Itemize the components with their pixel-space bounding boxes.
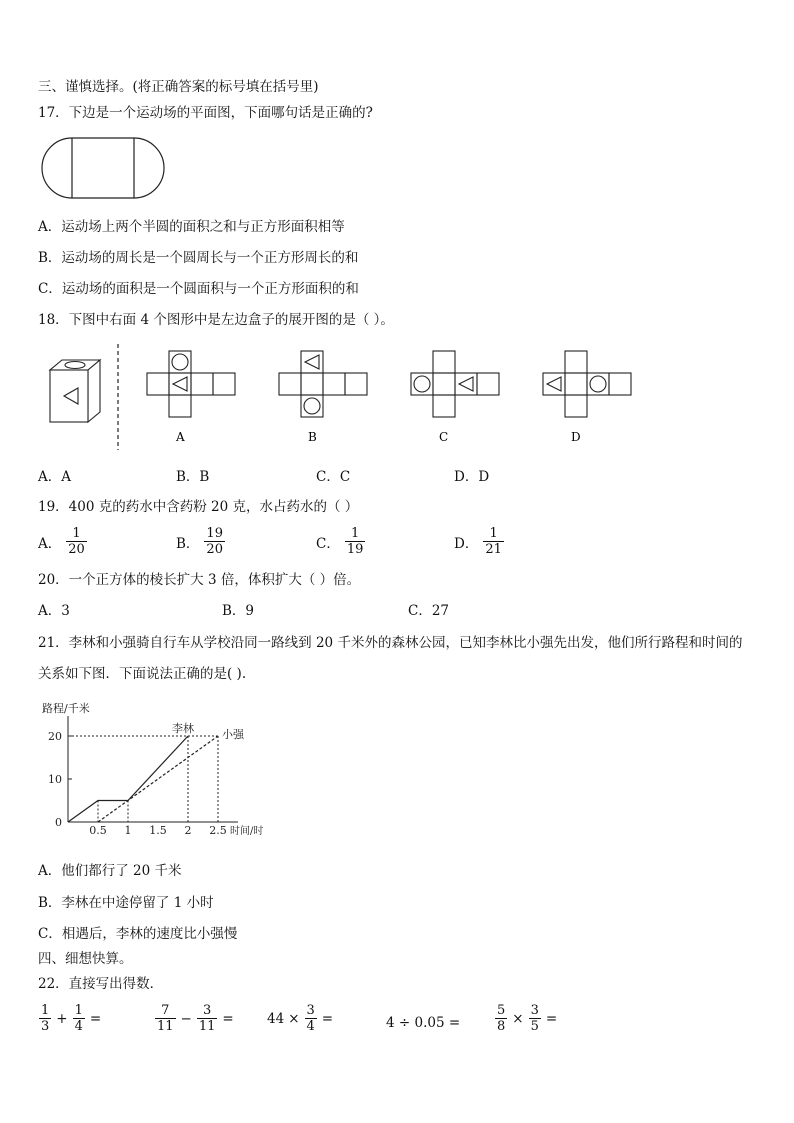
- question-21-stem-line1: 21．李林和小强骑自行车从学校沿同一路线到 20 千米外的森林公园，已知李林比小强先出发，他们所行路程和时间的: [38, 635, 743, 651]
- fraction: $\frac{1}{21}$: [485, 526, 502, 557]
- q19-option-c[interactable]: [316, 526, 366, 557]
- distance-time-chart: [38, 698, 288, 843]
- series-label-xiaoqiang: 小强: [222, 728, 244, 741]
- x-tick-label: 1.5: [149, 824, 167, 837]
- option-letter: B．: [176, 535, 200, 552]
- cube-box: [50, 360, 100, 422]
- q19-option-a[interactable]: [38, 526, 88, 557]
- q22-item-4: 4 ÷ 0.05 =: [386, 1015, 461, 1031]
- q21-option-a[interactable]: A．他们都行了 20 千米: [38, 863, 182, 879]
- fraction: $\frac{19}{20}$: [206, 526, 223, 557]
- y-tick-label: 10: [48, 773, 62, 786]
- y-axis-label: 路程/千米: [42, 702, 90, 715]
- q19-option-b[interactable]: [176, 526, 226, 557]
- question-19-stem: 19．400 克的药水中含药粉 20 克，水占药水的（ ）: [38, 499, 359, 515]
- net-label-b: B: [308, 430, 317, 444]
- net-a: [147, 351, 235, 417]
- net-label-c: C: [439, 430, 449, 444]
- cube-nets-figure: [40, 340, 650, 450]
- q20-option-c[interactable]: C．27: [408, 603, 450, 619]
- option-letter: C．: [316, 535, 340, 552]
- fraction: $\frac{1}{20}$: [68, 526, 85, 557]
- q21-option-c[interactable]: C．相遇后，李林的速度比小强慢: [38, 926, 238, 942]
- q17-option-a[interactable]: A．运动场上两个半圆的面积之和与正方形面积相等: [38, 219, 345, 235]
- series-label-lilin: 李林: [172, 722, 194, 735]
- q19-option-d[interactable]: [454, 526, 505, 557]
- q22-item-1: $\frac{1}{3}$ + $\frac{1}{4}$ =: [41, 1003, 102, 1034]
- x-tick-label: 2.5: [209, 824, 227, 837]
- q20-option-b[interactable]: B．9: [222, 603, 255, 619]
- option-letter: A．: [38, 535, 62, 552]
- net-label-a: A: [176, 430, 185, 444]
- q22-item-2: $\frac{7}{11}$ − $\frac{3}{11}$ =: [157, 1003, 234, 1034]
- y-tick-label: 0: [55, 816, 62, 829]
- x-tick-label: 2: [184, 824, 192, 837]
- q18-option-c[interactable]: C．C: [316, 469, 351, 485]
- net-c: [411, 351, 499, 417]
- net-d: [543, 351, 631, 417]
- x-tick-label: 1: [124, 824, 132, 837]
- section-4-title: 四、细想快算。: [38, 951, 133, 967]
- question-20-stem: 20．一个正方体的棱长扩大 3 倍，体积扩大（ ）倍。: [38, 572, 361, 588]
- q18-option-d[interactable]: D．D: [454, 469, 490, 485]
- option-letter: D．: [454, 535, 479, 552]
- q17-option-b[interactable]: B．运动场的周长是一个圆周长与一个正方形周长的和: [38, 250, 359, 266]
- series-line-2: [98, 736, 218, 822]
- stadium-figure: [40, 136, 166, 200]
- q22-item-5: $\frac{5}{8}$ × $\frac{3}{5}$ =: [497, 1003, 558, 1034]
- question-21-stem-line2: 关系如下图．下面说法正确的是( ).: [38, 666, 247, 682]
- question-18-stem: 18．下图中右面 4 个图形中是左边盒子的展开图的是（ ）。: [38, 312, 394, 328]
- section-3-title: 三、谨慎选择。(将正确答案的标号填在括号里): [38, 79, 319, 95]
- q18-option-b[interactable]: B．B: [176, 469, 210, 485]
- net-label-d: D: [571, 430, 581, 444]
- q18-option-a[interactable]: A．A: [38, 469, 71, 485]
- question-17-stem: 17．下边是一个运动场的平面图，下面哪句话是正确的?: [38, 105, 373, 121]
- q21-option-b[interactable]: B．李林在中途停留了 1 小时: [38, 895, 214, 911]
- x-axis-label: 时间/时: [230, 826, 264, 837]
- fraction: $\frac{1}{19}$: [346, 526, 364, 557]
- x-tick-label: 0.5: [89, 824, 107, 837]
- y-tick-label: 20: [48, 730, 62, 743]
- question-22-stem: 22．直接写出得数．: [38, 976, 164, 992]
- q20-option-a[interactable]: A．3: [38, 603, 70, 619]
- net-b: [279, 351, 367, 417]
- q22-item-3: 44 × $\frac{3}{4}$ =: [267, 1003, 334, 1034]
- q17-option-c[interactable]: C．运动场的面积是一个圆面积与一个正方形面积的和: [38, 281, 359, 297]
